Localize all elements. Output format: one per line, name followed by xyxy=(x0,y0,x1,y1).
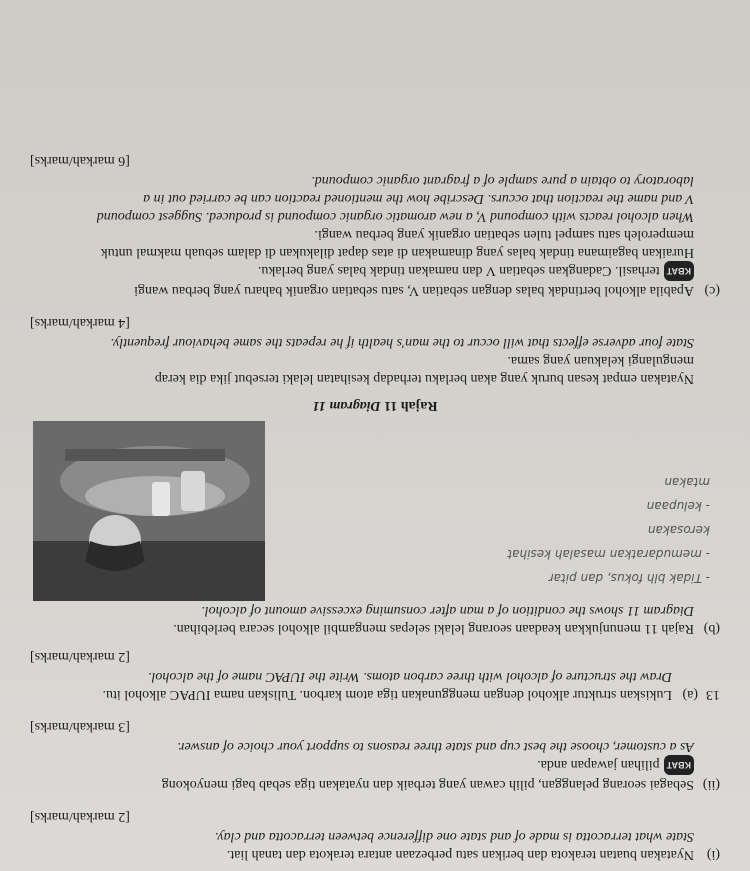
q13-b-marks: [4 markah/marks] xyxy=(30,315,130,330)
q13-b-english: Diagram 11 shows the condition of a man after consuming excessive amount of alcohol. xyxy=(201,603,694,618)
q12-i-malay: Nyatakan buatan terakota dan berikan satu perbezaan antara terakota dan tanah liat. xyxy=(226,847,694,862)
q13-b-task-malay-1: Nyatakan empat kesan buruk yang akan berlaku terhadap kesihatan lelaki tersebut jika dia kerap xyxy=(154,371,694,386)
q13-a-number: (a) xyxy=(682,687,698,702)
q13-b-task-malay-2: mengulangi kelakuan yang sama. xyxy=(507,353,694,368)
q13-b-malay: Rajah 11 menunjukkan keadaan seorang lelaki selepas mengambil alkohol secara berlebihan. xyxy=(173,621,694,636)
handwriting-line-1: - Tidak blh fokus, dan pitar xyxy=(548,571,710,585)
figure-caption-malay: Rajah 11 xyxy=(384,398,438,413)
q13-c xyxy=(30,151,720,299)
q13-a-english: Draw the structure of alcohol with three carbon atoms. Write the IUPAC name of the alcohol. xyxy=(147,669,672,684)
q12-ii-marks: [3 markah/marks] xyxy=(30,719,130,734)
q13-a-marks: [2 markah/marks] xyxy=(30,649,130,664)
q12-i-marks: [2 markah/marks] xyxy=(30,809,130,824)
q13-c-english-3: laboratory to obtain a pure sample of a fragrant organic compound. xyxy=(311,173,694,188)
handwritten-notes xyxy=(507,475,710,585)
q13-number: 13 xyxy=(706,687,720,702)
handwriting-line-3: kerosakan xyxy=(647,523,710,537)
q13-b-number: (b) xyxy=(703,621,720,636)
q13-c-malay-1: Apabila alkohol bertindak balas dengan sebatian V, satu sebatian organik baharu yang berbau wangi xyxy=(134,283,694,298)
handwriting-line-5: mtakan xyxy=(664,475,710,489)
q13-c-number: (c) xyxy=(704,283,720,298)
q12-i-number: (i) xyxy=(706,847,720,862)
q12-i-english: State what terracotta is made of and state one difference between terracotta and clay. xyxy=(214,829,694,844)
q12-ii-malay-1: Sebagai seorang pelanggan, pilih cawan yang terbaik dan nyatakan tiga sebab bagi menyokong xyxy=(161,777,694,792)
q13-c-english-2: V and name the reaction that occurs. Describe how the mentioned reaction can be carried out in a xyxy=(143,191,694,206)
kbat-badge: KBAT xyxy=(664,755,694,775)
q13-c-malay-4: memperoleh satu sampel tulen sebatian organik yang berbau wangi. xyxy=(314,227,694,242)
man-drunk-photo xyxy=(33,421,265,601)
q12-ii xyxy=(30,717,720,793)
photo-illustration xyxy=(33,421,265,601)
q13-c-malay-3: Huraikan bagaimana tindak balas yang dinamakan di atas dapat dilakukan di dalam sebuah makmal untuk xyxy=(100,245,694,260)
q13-a xyxy=(30,647,720,703)
figure-caption-english: Diagram 11 xyxy=(312,398,381,413)
q12-ii-number: (ii) xyxy=(702,777,720,792)
q13-b xyxy=(30,601,720,637)
q12-ii-malay-2: pilihan jawapan anda. xyxy=(537,757,660,772)
q12-i xyxy=(30,807,720,863)
q13-a-malay: Lukiskan struktur alkohol dengan menggunakan tiga atom karbon. Tuliskan nama IUPAC alkohol itu. xyxy=(102,687,672,702)
q13-b-task xyxy=(30,313,694,387)
q13-c-marks: [6 markah/marks] xyxy=(30,153,130,168)
q13-c-malay-2: terhasil. Cadangkan sebatian V dan namakan tindak balas yang berlaku. xyxy=(257,263,660,278)
handwriting-line-4: - kelupaan xyxy=(646,499,710,513)
figure-caption xyxy=(0,397,750,413)
kbat-badge-c: KBAT xyxy=(664,261,694,281)
handwriting-line-2: - memudaratkan masalah kesihat xyxy=(507,547,710,561)
q12-ii-english: As a customer, choose the best cup and state three reasons to support your choice of answer. xyxy=(177,739,694,754)
q13-c-english-1: When alcohol reacts with compound V, a new aromatic organic compound is produced. Suggest compound xyxy=(96,209,694,224)
q13-b-task-english: State four adverse effects that will occur to the man's health if he repeats the same behaviour frequently. xyxy=(110,335,694,350)
